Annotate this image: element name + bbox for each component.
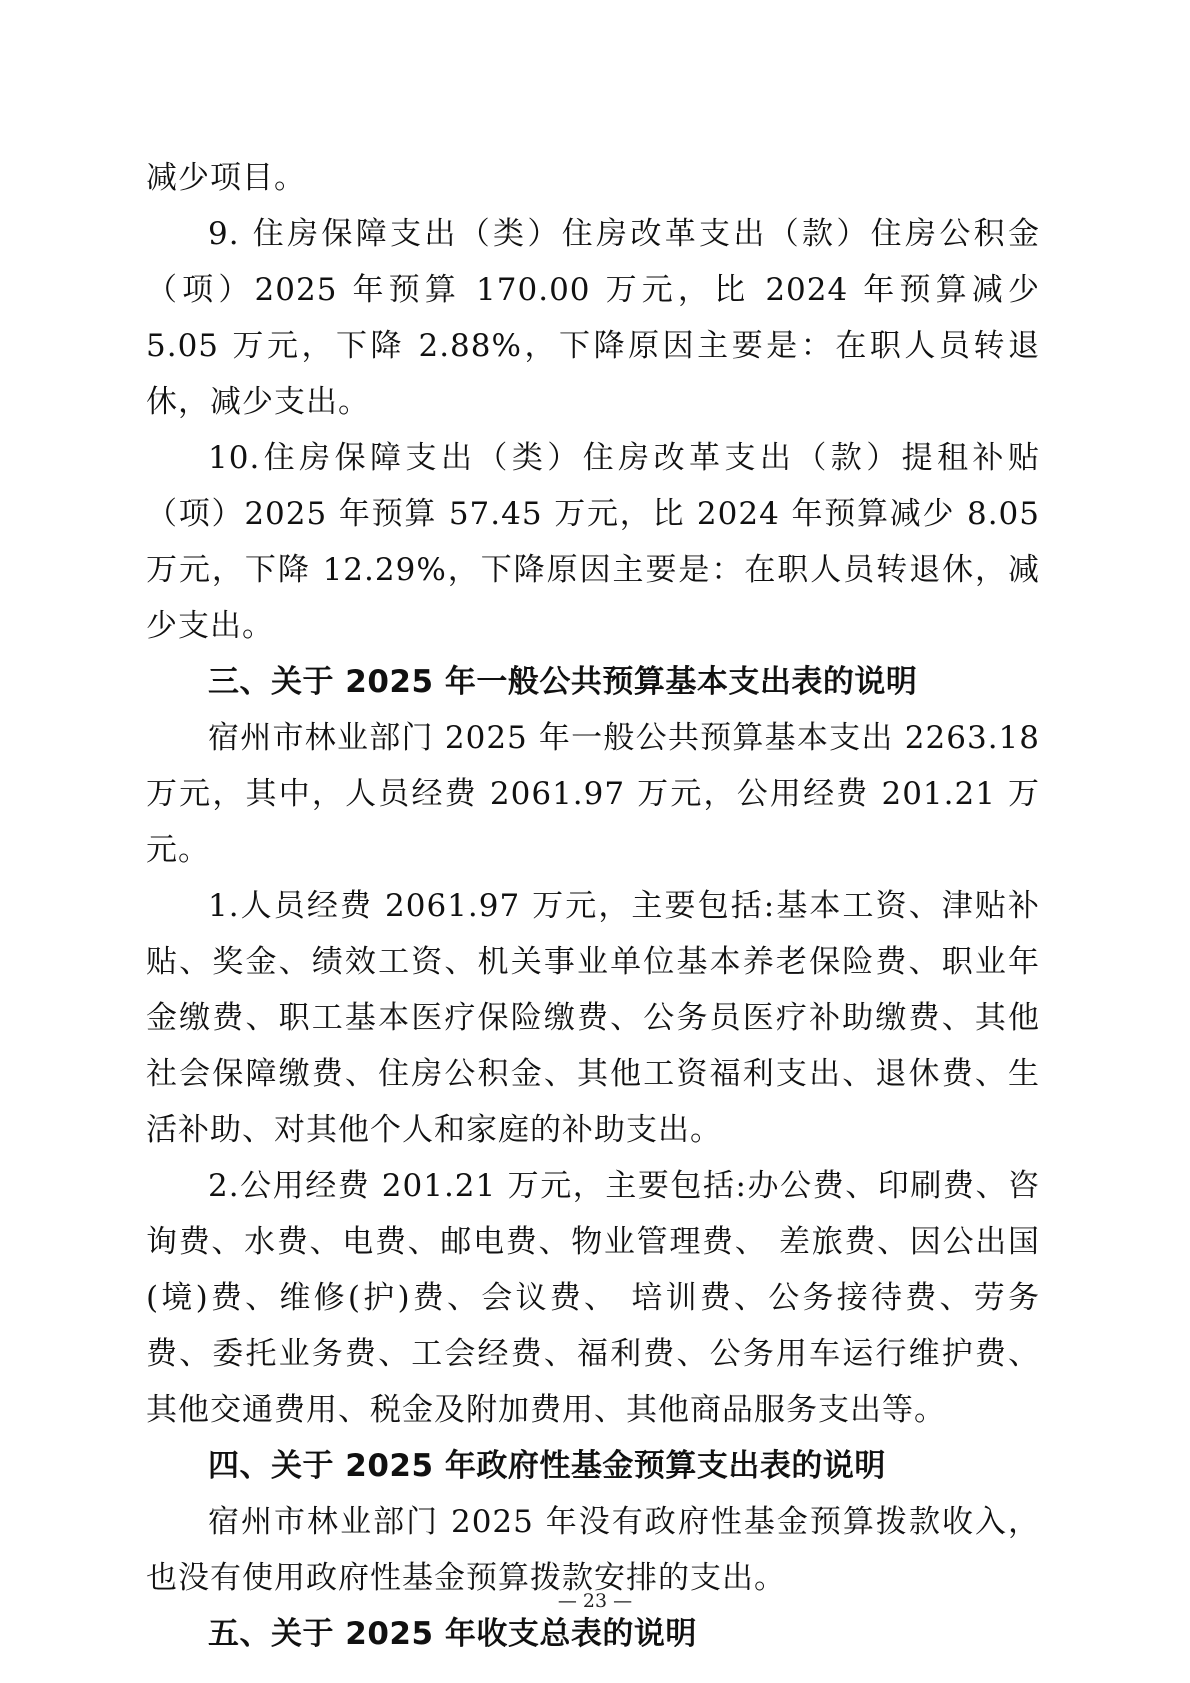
paragraph-basic-expenditure: 宿州市林业部门 2025 年一般公共预算基本支出 2263.18 万元，其中，人员经费 2061.97 万元，公用经费 201.21 万元。 <box>146 720 1040 868</box>
paragraph-fund-budget: 宿州市林业部门 2025 年没有政府性基金预算拨款收入，也没有使用政府性基金预算拨款安排的支出。 <box>146 1504 1040 1596</box>
paragraph-continuation: 减少项目。 <box>146 160 306 196</box>
section-heading-4: 四、关于 2025 年政府性基金预算支出表的说明 <box>208 1448 886 1484</box>
section-heading-5: 五、关于 2025 年收支总表的说明 <box>208 1616 697 1652</box>
paragraph-public-expenses: 2.公用经费 201.21 万元，主要包括:办公费、印刷费、咨询费、水费、电费、邮电费、物业管理费、 差旅费、因公出国(境)费、维修(护)费、会议费、 培训费、公务接待费、劳务费、委托业务费、工会经费、福利费、公务用车运行维护费、其他交通费用、税金及附加费用、其他商品服务支出等。 <box>146 1168 1040 1428</box>
page-number: — 23 — <box>557 1590 633 1612</box>
paragraph-personnel-expenses: 1.人员经费 2061.97 万元，主要包括:基本工资、津贴补贴、奖金、绩效工资、机关事业单位基本养老保险费、职业年金缴费、职工基本医疗保险缴费、公务员医疗补助缴费、其他社会保障缴费、住房公积金、其他工资福利支出、退休费、生活补助、对其他个人和家庭的补助支出。 <box>146 888 1040 1148</box>
paragraph-item-9: 9. 住房保障支出（类）住房改革支出（款）住房公积金（项）2025 年预算 170.00 万元，比 2024 年预算减少 5.05 万元，下降 2.88%，下降原因主要是：在职人员转退休，减少支出。 <box>146 216 1040 420</box>
section-heading-3: 三、关于 2025 年一般公共预算基本支出表的说明 <box>208 664 918 700</box>
body-text <box>146 150 1040 1662</box>
paragraph-item-10: 10.住房保障支出（类）住房改革支出（款）提租补贴（项）2025 年预算 57.45 万元，比 2024 年预算减少 8.05 万元，下降 12.29%，下降原因主要是：在职人员转退休，减少支出。 <box>146 440 1040 644</box>
